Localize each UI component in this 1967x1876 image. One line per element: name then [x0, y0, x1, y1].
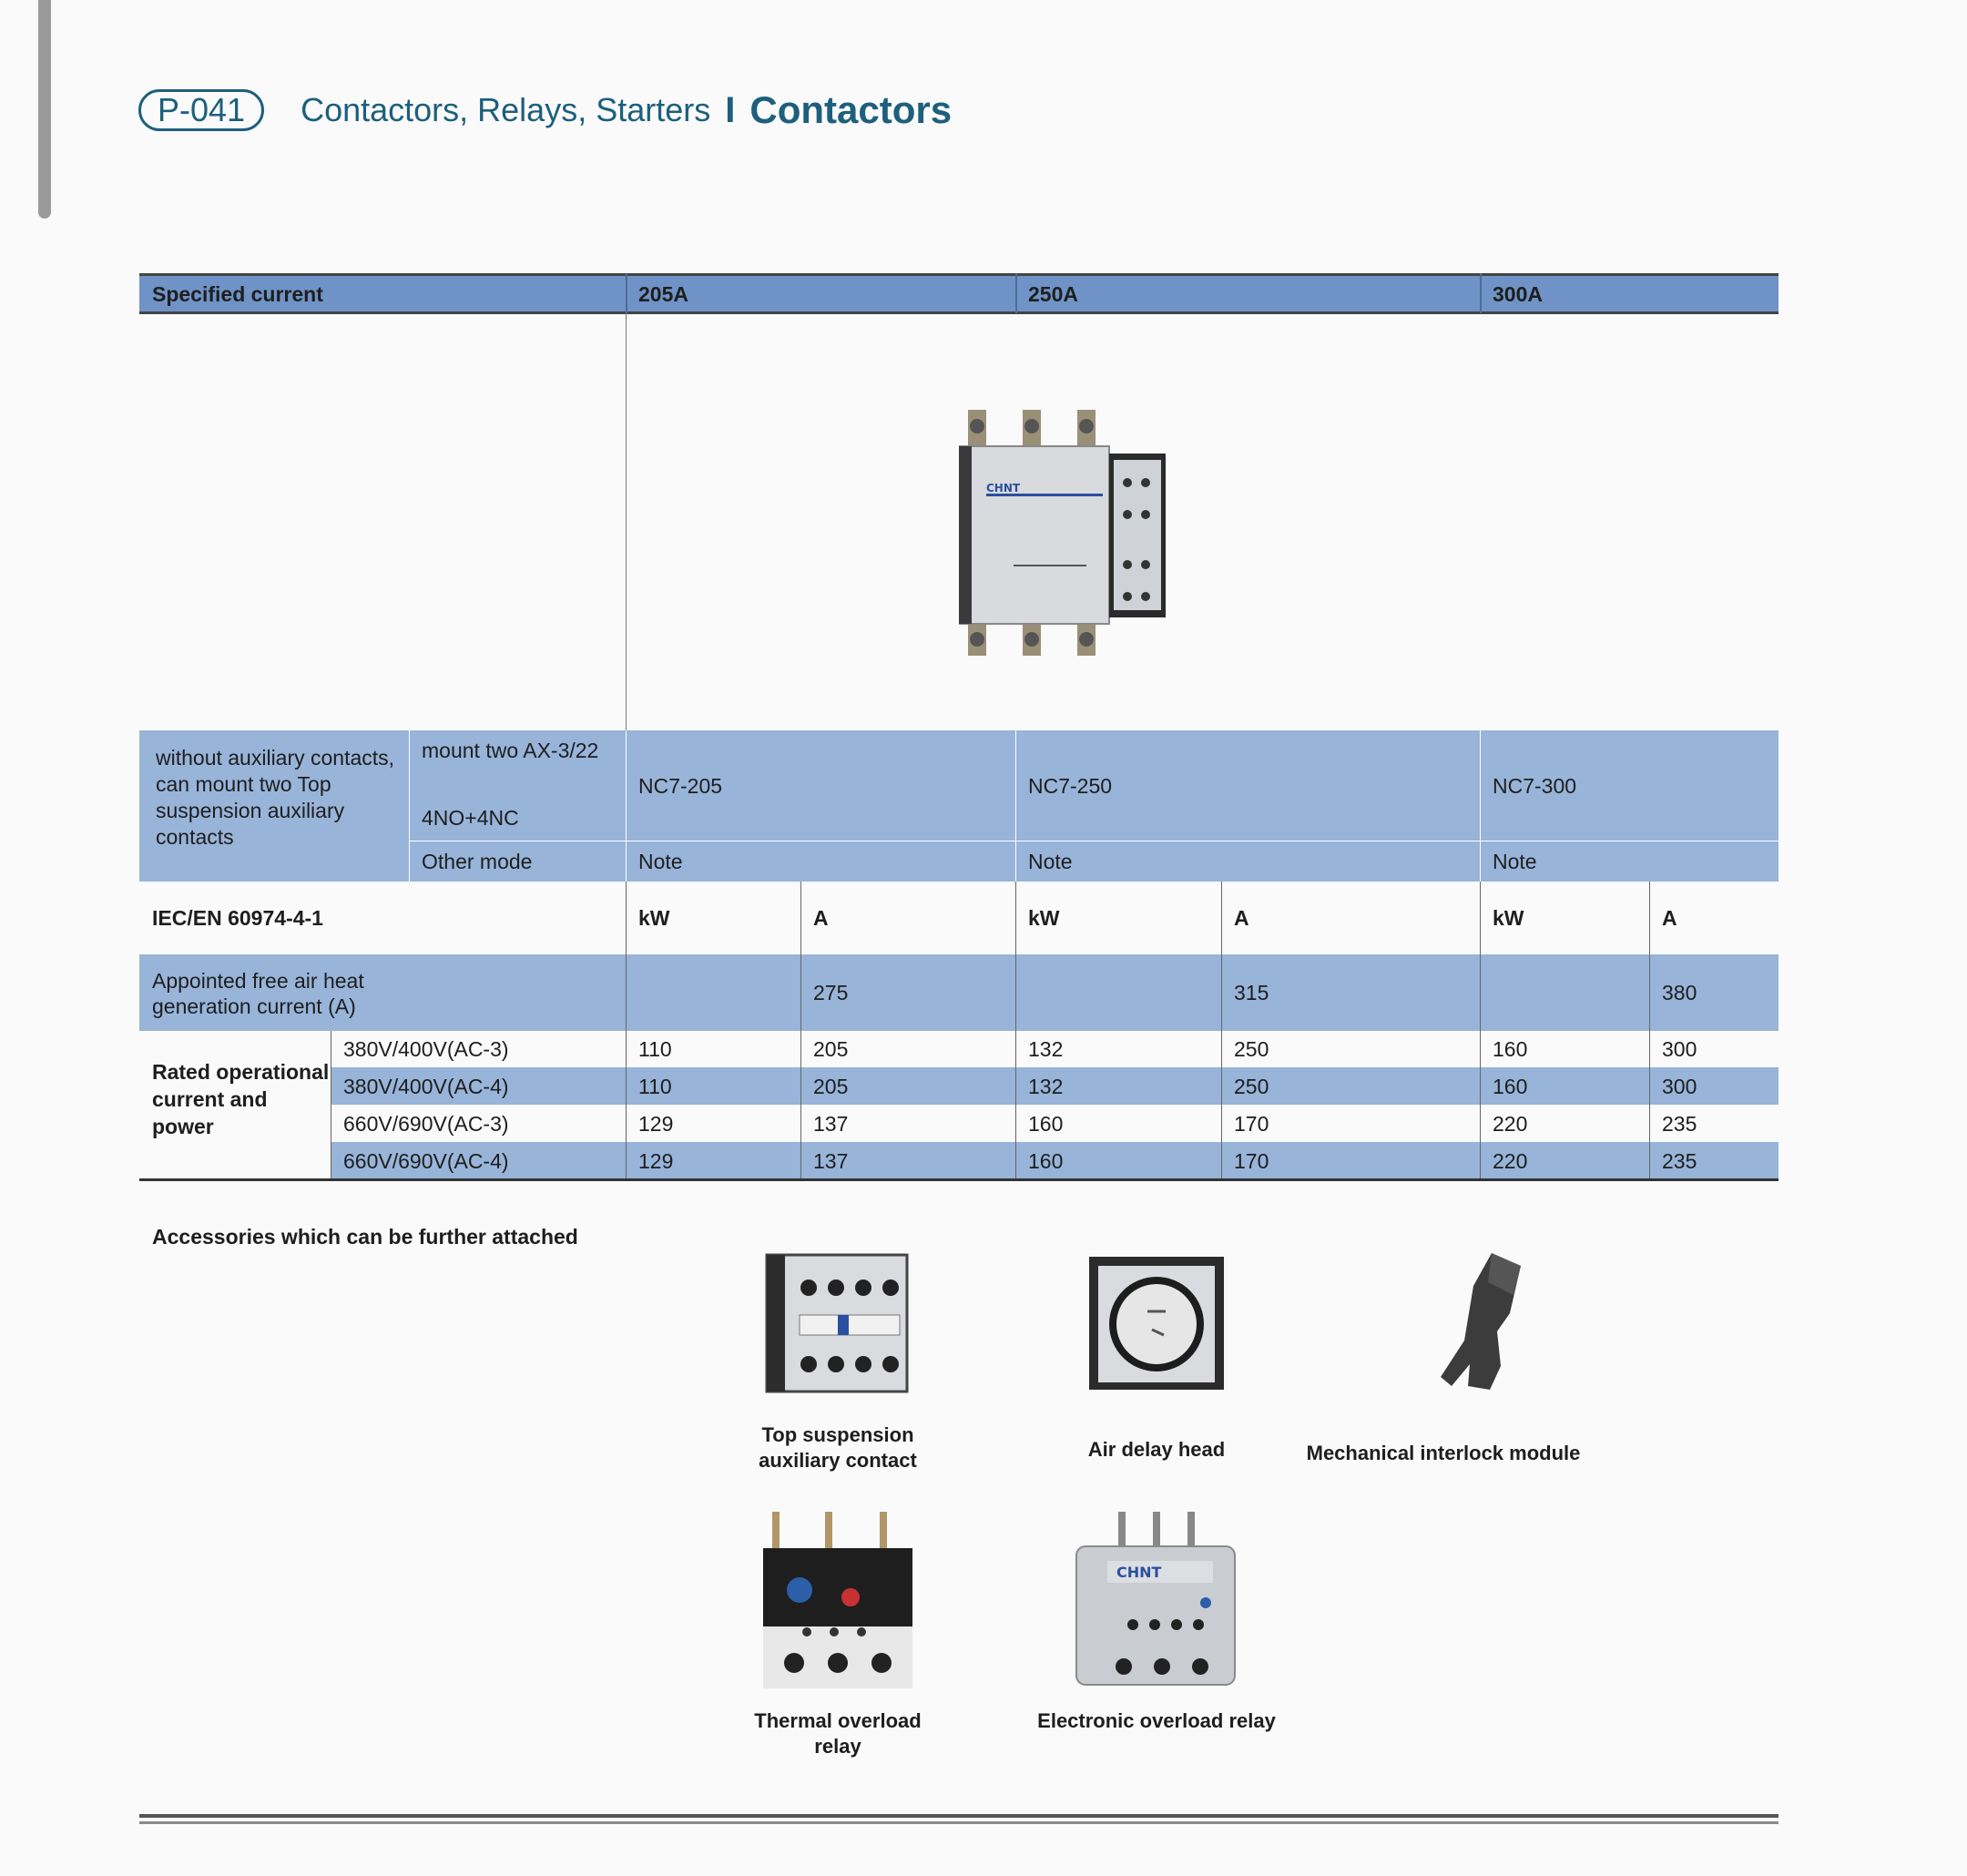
air-delay-head-image: [1084, 1248, 1229, 1395]
rated-row-label: 380V/400V(AC-3): [343, 1036, 509, 1061]
electronic-overload-relay-image: [1071, 1512, 1240, 1690]
unit-kw-205: kW: [638, 905, 670, 930]
rated-cell: 129: [638, 1111, 674, 1136]
caption-thermal-overload-relay: Thermal overload relay: [754, 1709, 922, 1758]
page-number: P-041: [138, 89, 264, 131]
rated-label: Rated operational current and power: [152, 1060, 330, 1138]
caption-mechanical-interlock: Mechanical interlock module: [1306, 1442, 1581, 1464]
aux-contacts-label: without auxiliary contacts, can mount two Top suspension auxiliary contacts: [156, 746, 395, 849]
unit-a-250: A: [1234, 905, 1249, 930]
note-205: Note: [638, 849, 683, 873]
standard-label: IEC/EN 60974-4-1: [152, 905, 323, 930]
rating-250: 250A: [1028, 281, 1078, 306]
footer-rule-secondary: [139, 1821, 1778, 1824]
heat-300: 380: [1662, 980, 1697, 1004]
rated-cell: 160: [1028, 1111, 1064, 1136]
relay-logo: CHNT: [1116, 1564, 1162, 1581]
rated-cell: 132: [1028, 1036, 1064, 1061]
unit-a-300: A: [1662, 905, 1677, 930]
unit-a-205: A: [813, 905, 829, 930]
rated-cell: 205: [813, 1074, 849, 1098]
unit-kw-300: kW: [1493, 905, 1524, 930]
rated-cell: 170: [1234, 1148, 1269, 1173]
rated-cell: 170: [1234, 1111, 1269, 1136]
rated-cell: 220: [1493, 1148, 1528, 1173]
contactor-logo: CHNT: [986, 482, 1021, 494]
mount-label: mount two AX-3/22: [422, 739, 599, 762]
rated-cell: 129: [638, 1148, 674, 1173]
rating-300: 300A: [1493, 281, 1543, 306]
rated-cell: 300: [1662, 1036, 1697, 1061]
rated-cell: 250: [1234, 1074, 1269, 1098]
note-250: Note: [1028, 849, 1073, 873]
heat-label: Appointed free air heat generation current (A): [152, 969, 364, 1018]
rated-cell: 300: [1662, 1074, 1697, 1098]
scroll-indicator[interactable]: [38, 0, 51, 219]
model-nc7-300: NC7-300: [1493, 773, 1577, 798]
rated-cell: 160: [1493, 1074, 1528, 1098]
mount-config: 4NO+4NC: [422, 805, 519, 830]
rated-cell: 132: [1028, 1074, 1064, 1098]
model-nc7-205: NC7-205: [638, 773, 723, 798]
rated-row-label: 380V/400V(AC-4): [343, 1074, 509, 1098]
rated-cell: 137: [813, 1148, 849, 1173]
rating-205: 205A: [638, 281, 688, 306]
caption-aux-contact: Top suspension auxiliary contact: [759, 1423, 917, 1472]
rated-row-label: 660V/690V(AC-4): [343, 1148, 509, 1173]
rated-cell: 160: [1028, 1148, 1064, 1173]
spec-label: Specified current: [152, 281, 323, 306]
rated-row-label: 660V/690V(AC-3): [343, 1111, 509, 1136]
model-nc7-250: NC7-250: [1028, 773, 1113, 798]
spec-table: [139, 273, 1778, 1180]
note-300: Note: [1493, 849, 1537, 873]
rated-cell: 235: [1662, 1148, 1697, 1173]
accessories-title: Accessories which can be further attached: [152, 1225, 578, 1249]
rated-cell: 250: [1234, 1036, 1269, 1061]
breadcrumb-separator: I: [725, 89, 736, 130]
rated-cell: 137: [813, 1111, 849, 1136]
thermal-overload-relay-image: [761, 1512, 914, 1690]
page-header: [138, 89, 952, 131]
unit-kw-250: kW: [1028, 905, 1060, 930]
rated-cell: 160: [1493, 1036, 1528, 1061]
rated-cell: 205: [813, 1036, 849, 1061]
contactor-product-image: [959, 410, 1177, 656]
rated-cell: 110: [638, 1074, 672, 1098]
rated-cell: 110: [638, 1036, 672, 1061]
heat-250: 315: [1234, 980, 1269, 1004]
heat-205: 275: [813, 980, 849, 1004]
caption-air-delay-head: Air delay head: [1087, 1438, 1226, 1461]
page-title: Contactors: [749, 88, 953, 131]
other-mode-label: Other mode: [422, 849, 533, 873]
section-breadcrumb: Contactors, Relays, Starters: [301, 91, 711, 128]
mechanical-interlock-image: [1437, 1249, 1537, 1395]
caption-electronic-overload-relay: Electronic overload relay: [1037, 1709, 1276, 1732]
aux-contact-image: [763, 1249, 911, 1395]
rated-cell: 235: [1662, 1111, 1697, 1136]
rated-cell: 220: [1493, 1111, 1528, 1136]
footer-rule: [139, 1814, 1778, 1818]
